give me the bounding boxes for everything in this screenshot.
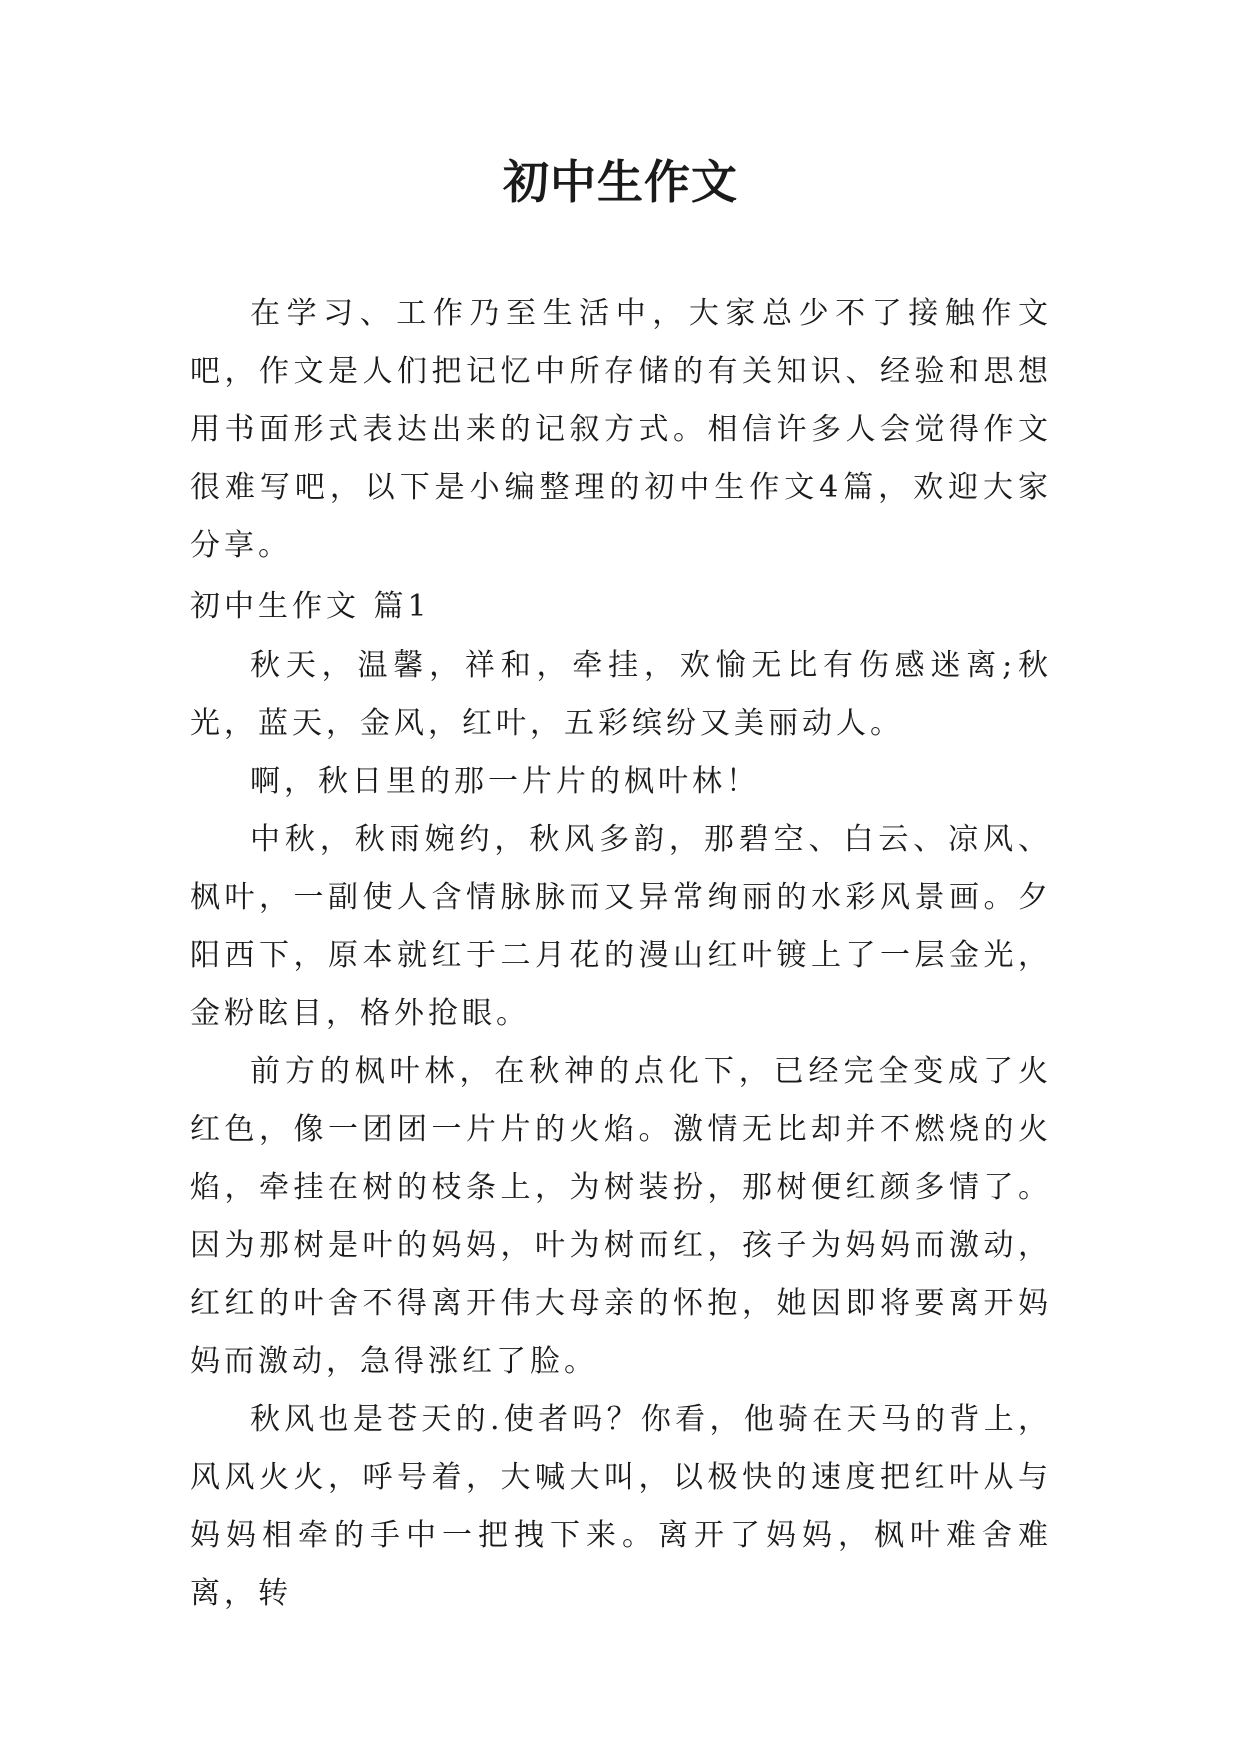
intro-block — [190, 285, 1052, 575]
essay-paragraph: 前方的枫叶林，在秋神的点化下，已经完全变成了火红色，像一团团一片片的火焰。激情无比却并不燃烧的火焰，牵挂在树的枝条上，为树装扮，那树便红颜多情了。因为那树是叶的妈妈，叶为树而红，孩子为妈妈而激动，红红的叶舍不得离开伟大母亲的怀抱，她因即将要离开妈妈而激动，急得涨红了脸。 — [190, 1054, 1052, 1379]
intro-paragraph: 在学习、工作乃至生活中，大家总少不了接触作文吧，作文是人们把记忆中所存储的有关知识、经验和思想用书面形式表达出来的记叙方式。相信许多人会觉得作文很难写吧，以下是小编整理的初中生作文4篇，欢迎大家分享。 — [190, 296, 1052, 563]
essay-paragraph: 秋风也是苍天的.使者吗？你看，他骑在天马的背上，风风火火，呼号着，大喊大叫，以极快的速度把红叶从与妈妈相牵的手中一把拽下来。离开了妈妈，枫叶难舍难离，转 — [190, 1402, 1052, 1611]
section-heading: 初中生作文 篇1 — [190, 589, 431, 624]
essay-paragraph: 秋天，温馨，祥和，牵挂，欢愉无比有伤感迷离;秋光，蓝天，金风，红叶，五彩缤纷又美丽动人。 — [190, 648, 1052, 741]
essay-paragraph: 中秋，秋雨婉约，秋风多韵，那碧空、白云、凉风、枫叶，一副使人含情脉脉而又异常绚丽的水彩风景画。夕阳西下，原本就红于二月花的漫山红叶镀上了一层金光，金粉眩目，格外抢眼。 — [190, 822, 1052, 1031]
essay-body — [190, 637, 1052, 1623]
essay-paragraph: 啊，秋日里的那一片片的枫叶林！ — [250, 764, 760, 799]
page-title: 初中生作文 — [503, 155, 738, 209]
